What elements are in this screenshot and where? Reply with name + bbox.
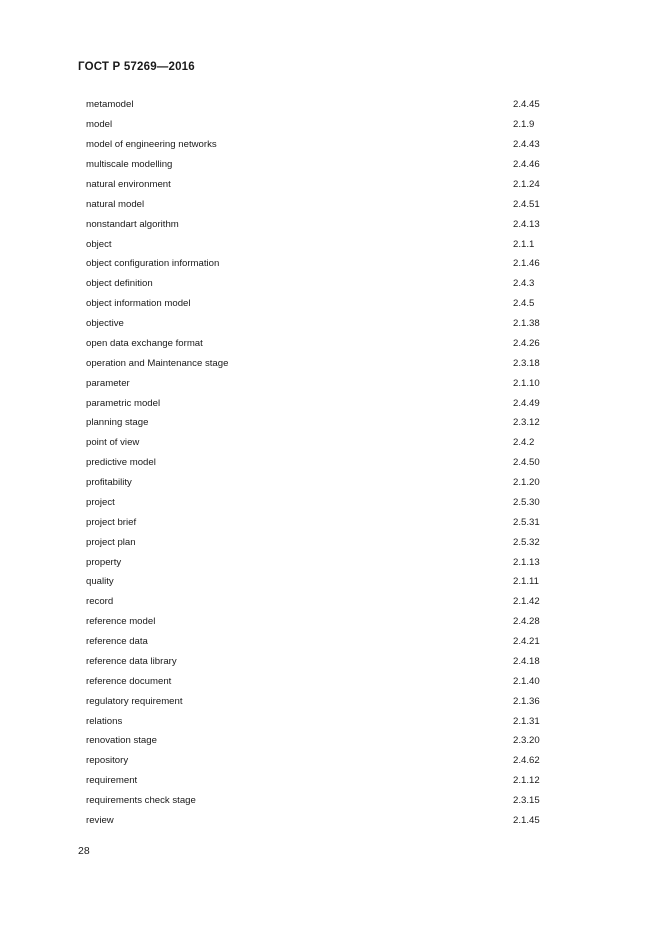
index-entry bbox=[86, 691, 566, 711]
index-entry bbox=[86, 791, 566, 811]
index-entry bbox=[86, 433, 566, 453]
index-reference: 2.4.13 bbox=[513, 218, 540, 230]
index-entry bbox=[86, 194, 566, 214]
index-list bbox=[86, 95, 566, 830]
index-reference: 2.1.1 bbox=[513, 238, 535, 250]
index-reference: 2.4.45 bbox=[513, 99, 540, 111]
index-term: model bbox=[86, 119, 113, 131]
index-term: open data exchange format bbox=[86, 337, 203, 349]
index-term: profitability bbox=[86, 477, 132, 489]
index-reference: 2.1.13 bbox=[513, 556, 540, 568]
index-term: parameter bbox=[86, 377, 130, 389]
index-entry bbox=[86, 294, 566, 314]
index-reference: 2.1.9 bbox=[513, 119, 535, 131]
index-entry bbox=[86, 473, 566, 493]
index-reference: 2.3.12 bbox=[513, 417, 540, 429]
index-term: repository bbox=[86, 755, 129, 767]
index-entry bbox=[86, 453, 566, 473]
index-reference: 2.1.24 bbox=[513, 178, 540, 190]
index-term: reference model bbox=[86, 616, 156, 628]
index-reference: 2.4.28 bbox=[513, 616, 540, 628]
index-term: regulatory requirement bbox=[86, 695, 183, 707]
index-entry bbox=[86, 592, 566, 612]
index-term: requirements check stage bbox=[86, 795, 196, 807]
index-reference: 2.4.62 bbox=[513, 755, 540, 767]
index-term: renovation stage bbox=[86, 735, 157, 747]
index-term: project plan bbox=[86, 536, 136, 548]
index-reference: 2.1.38 bbox=[513, 318, 540, 330]
index-entry bbox=[86, 175, 566, 195]
index-entry bbox=[86, 115, 566, 135]
index-term: model of engineering networks bbox=[86, 139, 217, 151]
index-reference: 2.5.30 bbox=[513, 496, 540, 508]
index-entry bbox=[86, 612, 566, 632]
index-entry bbox=[86, 711, 566, 731]
index-term: record bbox=[86, 596, 114, 608]
index-reference: 2.1.45 bbox=[513, 814, 540, 826]
index-reference: 2.1.36 bbox=[513, 695, 540, 707]
index-reference: 2.4.5 bbox=[513, 298, 535, 310]
index-entry bbox=[86, 552, 566, 572]
index-term: reference data library bbox=[86, 655, 177, 667]
index-term: parametric model bbox=[86, 397, 161, 409]
index-reference: 2.4.50 bbox=[513, 457, 540, 469]
index-entry bbox=[86, 652, 566, 672]
index-term: natural model bbox=[86, 198, 145, 210]
index-term: quality bbox=[86, 576, 114, 588]
document-header: ГОСТ Р 57269—2016 bbox=[78, 61, 195, 73]
index-entry bbox=[86, 671, 566, 691]
index-entry bbox=[86, 373, 566, 393]
index-term: project bbox=[86, 496, 115, 508]
index-term: reference document bbox=[86, 675, 172, 687]
index-term: object configuration information bbox=[86, 258, 220, 270]
index-term: object definition bbox=[86, 278, 153, 290]
index-entry bbox=[86, 572, 566, 592]
index-entry bbox=[86, 234, 566, 254]
index-term: object information model bbox=[86, 298, 191, 310]
page-number: 28 bbox=[78, 845, 90, 857]
index-reference: 2.4.2 bbox=[513, 437, 535, 449]
index-term: point of view bbox=[86, 437, 140, 449]
index-entry bbox=[86, 512, 566, 532]
index-reference: 2.1.46 bbox=[513, 258, 540, 270]
index-reference: 2.4.43 bbox=[513, 139, 540, 151]
index-reference: 2.1.40 bbox=[513, 675, 540, 687]
index-reference: 2.5.31 bbox=[513, 516, 540, 528]
index-entry bbox=[86, 95, 566, 115]
index-entry bbox=[86, 155, 566, 175]
index-term: metamodel bbox=[86, 99, 134, 111]
index-reference: 2.4.18 bbox=[513, 655, 540, 667]
index-reference: 2.4.51 bbox=[513, 198, 540, 210]
index-reference: 2.4.21 bbox=[513, 636, 540, 648]
index-term: relations bbox=[86, 715, 123, 727]
index-entry bbox=[86, 214, 566, 234]
index-term: operation and Maintenance stage bbox=[86, 357, 229, 369]
index-entry bbox=[86, 811, 566, 831]
index-term: reference data bbox=[86, 636, 148, 648]
index-reference: 2.4.3 bbox=[513, 278, 535, 290]
index-term: nonstandart algorithm bbox=[86, 218, 179, 230]
index-term: review bbox=[86, 814, 114, 826]
index-reference: 2.4.46 bbox=[513, 159, 540, 171]
index-entry bbox=[86, 353, 566, 373]
index-entry bbox=[86, 731, 566, 751]
index-reference: 2.1.12 bbox=[513, 775, 540, 787]
index-term: project brief bbox=[86, 516, 137, 528]
index-term: objective bbox=[86, 318, 124, 330]
index-entry bbox=[86, 135, 566, 155]
index-reference: 2.1.20 bbox=[513, 477, 540, 489]
index-reference: 2.1.31 bbox=[513, 715, 540, 727]
index-entry bbox=[86, 493, 566, 513]
index-entry bbox=[86, 771, 566, 791]
index-entry bbox=[86, 751, 566, 771]
index-entry bbox=[86, 334, 566, 354]
index-reference: 2.3.20 bbox=[513, 735, 540, 747]
index-term: object bbox=[86, 238, 112, 250]
index-entry bbox=[86, 254, 566, 274]
index-term: natural environment bbox=[86, 178, 171, 190]
index-entry bbox=[86, 632, 566, 652]
index-term: multiscale modelling bbox=[86, 159, 173, 171]
index-reference: 2.3.15 bbox=[513, 795, 540, 807]
index-term: predictive model bbox=[86, 457, 156, 469]
index-reference: 2.3.18 bbox=[513, 357, 540, 369]
index-reference: 2.1.11 bbox=[513, 576, 539, 588]
index-entry bbox=[86, 314, 566, 334]
index-reference: 2.5.32 bbox=[513, 536, 540, 548]
index-reference: 2.4.49 bbox=[513, 397, 540, 409]
index-entry bbox=[86, 274, 566, 294]
index-entry bbox=[86, 532, 566, 552]
index-term: property bbox=[86, 556, 122, 568]
index-reference: 2.1.42 bbox=[513, 596, 540, 608]
index-reference: 2.1.10 bbox=[513, 377, 540, 389]
index-term: planning stage bbox=[86, 417, 149, 429]
index-reference: 2.4.26 bbox=[513, 337, 540, 349]
index-entry bbox=[86, 393, 566, 413]
index-term: requirement bbox=[86, 775, 138, 787]
index-entry bbox=[86, 413, 566, 433]
